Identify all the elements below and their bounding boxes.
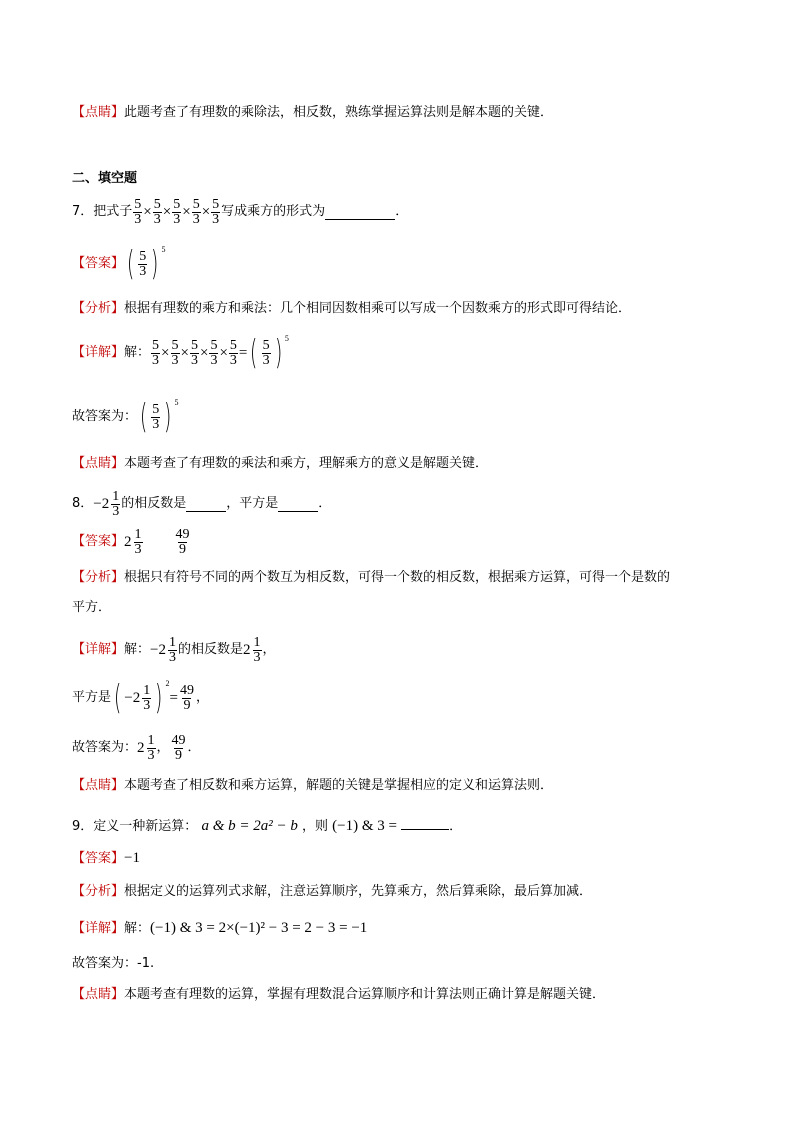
q8-prompt-mid: 的相反数是 — [121, 496, 187, 511]
q7-dianjing-text: 本题考查了有理数的乘法和乘方，理解乘方的意义是解题关键． — [124, 456, 489, 471]
q7-answer — [72, 243, 166, 285]
q7-exponent: 5 — [161, 245, 166, 254]
q7-answer-frac: $\frac{5}{3}$ — [139, 248, 147, 279]
q6-dianjing — [72, 104, 553, 122]
analysis-tag: 【分析】 — [72, 884, 125, 899]
dianjing-tag: 【点睛】 — [72, 778, 125, 793]
q8-detail-comma: ， — [262, 642, 276, 657]
q8-detail — [72, 630, 276, 670]
right-paren: ) — [274, 333, 282, 373]
q7-answer-blank — [325, 205, 395, 220]
dianjing-tag: 【点睛】 — [72, 456, 125, 471]
q7-final-frac: $\frac{5}{3}$ — [152, 401, 160, 432]
q7-final — [72, 396, 179, 438]
right-paren: ) — [151, 244, 159, 284]
q9-formula: a & b = 2a² − b — [201, 818, 298, 834]
q7-frac-5: $\frac{5}{3}$ — [212, 196, 220, 227]
q7-d-result-frac: $\frac{5}{3}$ — [262, 337, 270, 368]
right-paren: ) — [155, 678, 163, 718]
q8-final-comma: ， — [156, 740, 170, 755]
q9-prompt-mid: ，则 — [302, 819, 329, 834]
q8-square-result: $\frac{49}{9}$ — [179, 682, 194, 713]
left-paren: ( — [250, 333, 258, 373]
detail-tag: 【详解】 — [72, 642, 125, 657]
q9-answer-blank — [401, 815, 449, 830]
q9-prompt-before: 定义一种新运算： — [93, 819, 198, 834]
answer-tag: 【答案】 — [72, 256, 125, 271]
q8-neg-mixed: −2 $\frac{1}{3}$ — [93, 488, 120, 519]
q7-prompt-before: 把式子 — [93, 204, 133, 219]
right-paren: ) — [164, 397, 172, 437]
q8-number: 8． — [72, 496, 94, 511]
q7-frac-2: $\frac{5}{3}$ — [153, 196, 161, 227]
q8-analysis-line2: 平方． — [72, 600, 112, 615]
q7-prompt-after: 写成乘方的形式为 — [221, 204, 326, 219]
q8-final-label: 故答案为： — [72, 740, 138, 755]
q9-answer-value: −1 — [124, 850, 140, 866]
q9-expr: (−1) & 3 = — [332, 818, 397, 834]
q9-dianjing — [72, 986, 605, 1004]
q8-square-exponent: 2 — [165, 679, 170, 688]
q8-prompt-mid2: ，平方是 — [226, 496, 279, 511]
q7-end: ． — [395, 204, 409, 219]
q8-final — [72, 728, 201, 768]
q9-dianjing-text: 本题考查有理数的运算，掌握有理数混合运算顺序和计算法则正确计算是解题关键． — [124, 987, 606, 1002]
q7-frac-1: $\frac{5}{3}$ — [134, 196, 142, 227]
q8-square-comma: ， — [195, 690, 209, 705]
q7-final-exponent: 5 — [174, 398, 179, 407]
answer-tag: 【答案】 — [72, 851, 125, 866]
q7-d-frac-3: $\frac{5}{3}$ — [190, 337, 198, 368]
q9-analysis-text: 根据定义的运算列式求解，注意运算顺序，先算乘方，然后算乘除，最后算加减． — [124, 884, 593, 899]
q7-d-frac-1: $\frac{5}{3}$ — [152, 337, 160, 368]
q8-answer — [72, 522, 192, 562]
q8-analysis-text: 根据只有符号不同的两个数互为相反数，可得一个数的相反数，根据乘方运算，可得一个是数的 — [124, 570, 671, 585]
q8-square: 平方是 ( −2 $\frac{1}{3}$ ) 2 = $\frac{49}{9}$ ， — [72, 676, 209, 720]
q8-answer-1: 2 $\frac{1}{3}$ — [124, 526, 142, 557]
q8-answer-2: $\frac{49}{9}$ — [175, 526, 190, 557]
q8-dianjing — [72, 777, 553, 795]
q8-dianjing-text: 本题考查了相反数和乘方运算，解题的关键是掌握相应的定义和运算法则． — [124, 778, 554, 793]
q8-analysis — [72, 569, 670, 587]
q8-detail-pos: 2 $\frac{1}{3}$ — [243, 634, 261, 665]
detail-tag: 【详解】 — [72, 921, 125, 936]
q9-question — [72, 815, 462, 836]
detail-tag: 【详解】 — [72, 345, 125, 360]
q7-d-exponent: 5 — [284, 334, 289, 343]
q7-detail-prefix: 解： — [124, 345, 151, 360]
q9-end: ． — [449, 819, 463, 834]
q7-detail: 【详解】 解： $\frac{5}{3}$ × $\frac{5}{3}$ × $\frac{5}{3}$ × $\frac{5}{3}$ × $\frac{5}{3}$ = ( $\frac{5}{3}$ ) 5 — [72, 332, 289, 374]
answer-tag: 【答案】 — [72, 534, 125, 549]
q8-final-1: 2 $\frac{1}{3}$ — [137, 732, 155, 763]
q8-blank-2 — [278, 497, 318, 512]
section-title: 二、填空题 — [72, 171, 138, 186]
q7-final-label: 故答案为： — [72, 409, 138, 424]
q7-analysis-text: 根据有理数的乘方和乘法：几个相同因数相乘可以写成一个因数乘方的形式即可得结论． — [124, 301, 632, 316]
left-paren: ( — [127, 244, 135, 284]
q7-number: 7． — [72, 204, 94, 219]
q7-d-frac-4: $\frac{5}{3}$ — [210, 337, 218, 368]
analysis-tag: 【分析】 — [72, 301, 125, 316]
left-paren: ( — [114, 678, 122, 718]
q7-frac-3: $\frac{5}{3}$ — [173, 196, 181, 227]
q7-d-frac-5: $\frac{5}{3}$ — [229, 337, 237, 368]
q9-detail — [72, 919, 367, 938]
q9-number: 9． — [72, 819, 94, 834]
analysis-tag: 【分析】 — [72, 570, 125, 585]
q9-final: 故答案为：-1. — [72, 956, 155, 971]
q7-analysis — [72, 300, 631, 318]
left-paren: ( — [140, 397, 148, 437]
q9-answer — [72, 849, 140, 868]
q8-detail-prefix: 解： — [124, 642, 151, 657]
q8-detail-neg: −2 $\frac{1}{3}$ — [150, 634, 176, 665]
dianjing-tag: 【点睛】 — [72, 987, 125, 1002]
q6-dianjing-text: 此题考查了有理数的乘除法，相反数，熟练掌握运算法则是解本题的关键． — [124, 105, 554, 120]
q8-final-end: ． — [187, 740, 201, 755]
q8-end: ． — [318, 496, 332, 511]
dianjing-tag: 【点睛】 — [72, 105, 125, 120]
q9-detail-expr: (−1) & 3 = 2×(−1)² − 3 = 2 − 3 = −1 — [150, 920, 368, 936]
q7-question: 7． 把式子 $\frac{5}{3}$ × $\frac{5}{3}$ × $\frac{5}{3}$ × $\frac{5}{3}$ × $\frac{5}{3}$ 写成乘方的形式为 ． — [72, 196, 409, 227]
q7-d-frac-2: $\frac{5}{3}$ — [171, 337, 179, 368]
q7-dianjing — [72, 455, 488, 473]
q9-detail-prefix: 解： — [124, 921, 151, 936]
q8-question — [72, 484, 331, 524]
q8-final-2: $\frac{49}{9}$ — [171, 732, 186, 763]
q8-square-label: 平方是 — [72, 690, 112, 705]
q8-detail-mid: 的相反数是 — [178, 642, 244, 657]
q8-square-mixed: −2 $\frac{1}{3}$ — [124, 682, 151, 713]
q7-frac-4: $\frac{5}{3}$ — [192, 196, 200, 227]
q9-analysis — [72, 883, 592, 901]
q8-blank-1 — [186, 497, 226, 512]
